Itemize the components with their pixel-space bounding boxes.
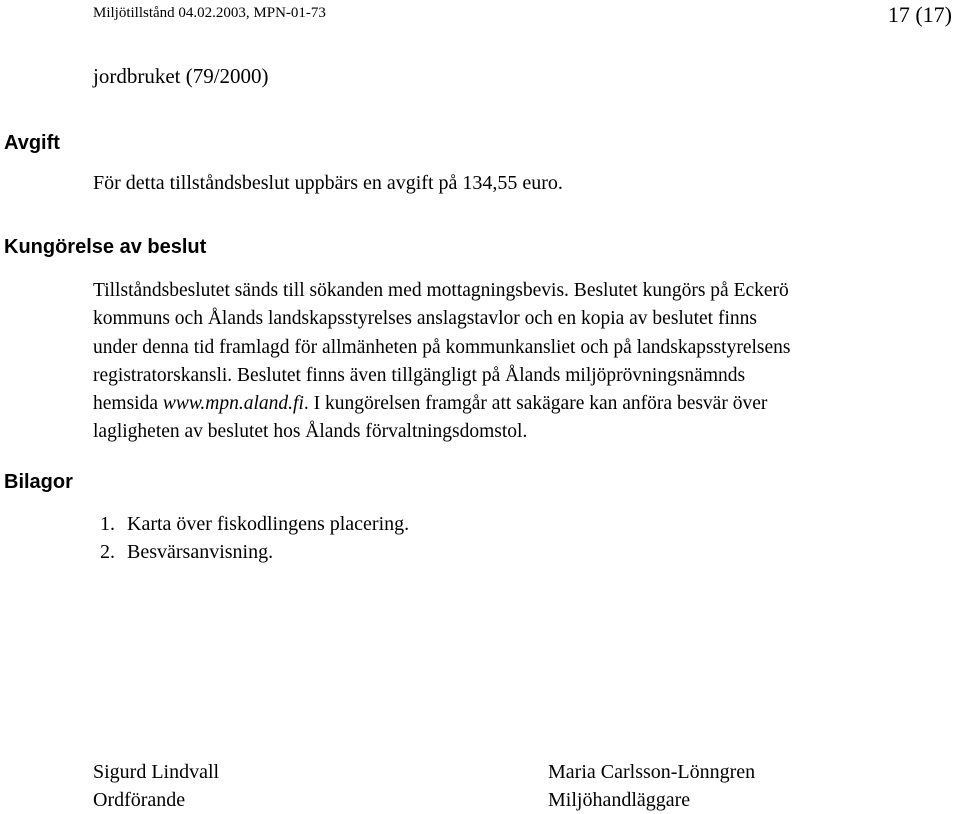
document-reference: Miljötillstånd 04.02.2003, MPN-01-73 (93, 5, 326, 21)
kungorelse-heading: Kungörelse av beslut (4, 236, 207, 258)
continuation-text: jordbruket (79/2000) (93, 64, 269, 88)
avgift-heading: Avgift (4, 132, 60, 154)
signatory-title: Ordförande (93, 789, 186, 811)
kungorelse-text: . I kungörelsen framgår att sakägare kan anföra besvär över (303, 393, 768, 415)
signatory-name: Maria Carlsson-Lönngren (548, 761, 756, 783)
page-number: 17 (17) (887, 2, 952, 27)
avgift-text: För detta tillståndsbeslut uppbärs en avgift på 134,55 euro. (93, 172, 563, 194)
website-link[interactable]: www.mpn.aland.fi (162, 393, 304, 415)
kungorelse-line: kommuns och Ålands landskapsstyrelses anslagstavlor och en kopia av beslutet finns (93, 308, 757, 330)
list-item (100, 538, 409, 566)
kungorelse-line: lagligheten av beslutet hos Ålands förvaltningsdomstol. (93, 421, 528, 443)
list-item-text: Besvärsanvisning. (127, 541, 274, 563)
signature-block-officer (548, 758, 755, 814)
kungorelse-line: under denna tid framlagd för allmänheten på kommunkansliet och på landskapsstyrelsens (93, 336, 791, 358)
list-item-number: 1. (100, 513, 115, 535)
signatory-name: Sigurd Lindvall (93, 761, 220, 783)
bilagor-heading: Bilagor (4, 471, 73, 493)
list-item-text: Karta över fiskodlingens placering. (127, 513, 410, 535)
list-item-number: 2. (100, 541, 115, 563)
kungorelse-text: hemsida (93, 393, 163, 415)
kungorelse-line (93, 390, 933, 418)
attachment-list (100, 510, 410, 566)
signature-block-chair (93, 758, 219, 814)
kungorelse-line: registratorskansli. Beslutet finns även tillgängligt på Ålands miljöprövningsnämnds (93, 364, 746, 386)
kungorelse-paragraph (93, 277, 933, 447)
kungorelse-line: Tillståndsbeslutet sänds till sökanden med mottagningsbevis. Beslutet kungörs på Eckerö (93, 280, 789, 301)
signatory-title: Miljöhandläggare (548, 789, 691, 811)
list-item (100, 510, 410, 538)
